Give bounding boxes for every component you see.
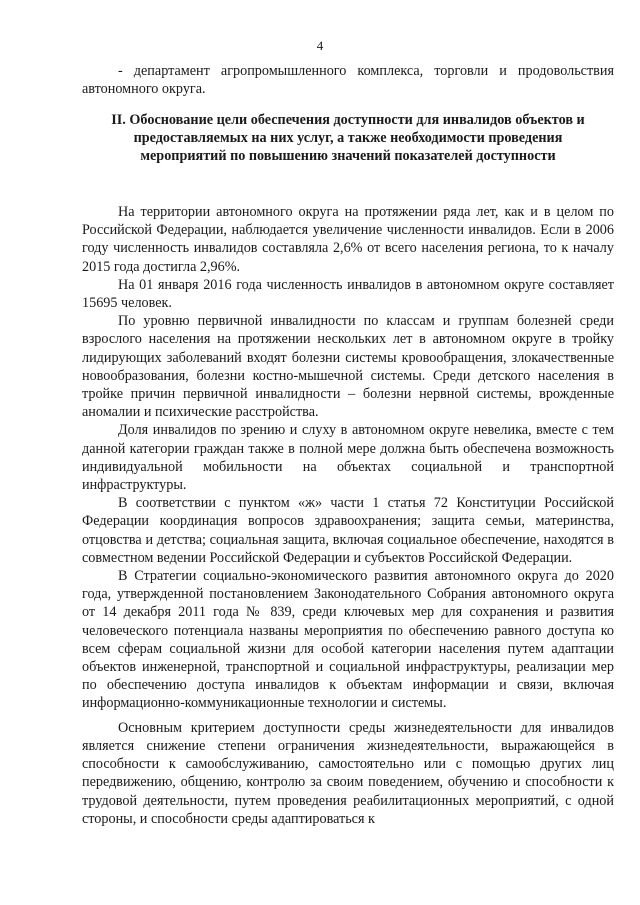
- paragraph: На 01 января 2016 года численность инвалидов в автономном округе составляет 15695 человек.: [82, 276, 614, 312]
- paragraph: В соответствии с пунктом «ж» части 1 статья 72 Конституции Российской Федерации координация вопросов здравоохранения; защита семьи, материнства, отцовства и детства; социальная защита, включая социальное обеспечение, находятся в совместном ведении Российской Федерации и субъектов Российской Федерации.: [82, 495, 614, 566]
- intro-paragraph: - департамент агропромышленного комплекса, торговли и продовольствия автономного округа.: [82, 63, 614, 98]
- body-text: [82, 203, 614, 828]
- paragraph: В Стратегии социально-экономического развития автономного округа до 2020 года, утвержденной постановлением Законодательного Собрания автономного округа от 14 декабря 2011 года № 839, среди ключевых мер для сохранения и развития человеческого потенциала названы мероприятия по обеспечению равного доступа ко всем сферам социальной жизни для особой категории населения путем адаптации объектов инженерной, транспортной и социальной инфраструктуры, реализации мер по обеспечению доступа инвалидов к объектам информации и связи, включая информационно-коммуникационные технологии и системы.: [82, 568, 614, 712]
- section-heading: II. Обоснование цели обеспечения доступности для инвалидов объектов и предоставляемых на них услуг, а также необходимости проведения мероприятий по повышению значений показателей доступности: [111, 112, 585, 165]
- page-number: 4: [316, 38, 324, 53]
- paragraph: Основным критерием доступности среды жизнедеятельности для инвалидов является снижение степени ограничения жизнедеятельности, выражающейся в способности к самообслуживанию, самостоятельно или с помощью других лиц передвижению, общению, контролю за своим поведением, обучению и способности к трудовой деятельности, путем проведения реабилитационных мероприятий, с одной стороны, и способности среды адаптироваться к: [82, 719, 614, 827]
- paragraph: Доля инвалидов по зрению и слуху в автономном округе невелика, вместе с тем данной категории граждан также в полной мере должна быть обеспечена возможность индивидуальной мобильности на объектах социальной и транспортной инфраструктуры.: [82, 422, 614, 494]
- paragraph: На территории автономного округа на протяжении ряда лет, как и в целом по Российской Федерации, наблюдается увеличение численности инвалидов. Если в 2006 году численность инвалидов составляла 2,6% от всего населения региона, то к началу 2015 года достигла 2,96%.: [82, 204, 614, 275]
- paragraph: По уровню первичной инвалидности по классам и группам болезней среди взрослого населения на протяжении нескольких лет в автономном округе в тройку лидирующих заболеваний входят болезни системы кровообращения, злокачественные новообразования, болезни костно-мышечной системы. Среди детского населения в тройке причин первичной инвалидности – болезни нервной системы, врожденные аномалии и психические расстройства.: [82, 313, 614, 421]
